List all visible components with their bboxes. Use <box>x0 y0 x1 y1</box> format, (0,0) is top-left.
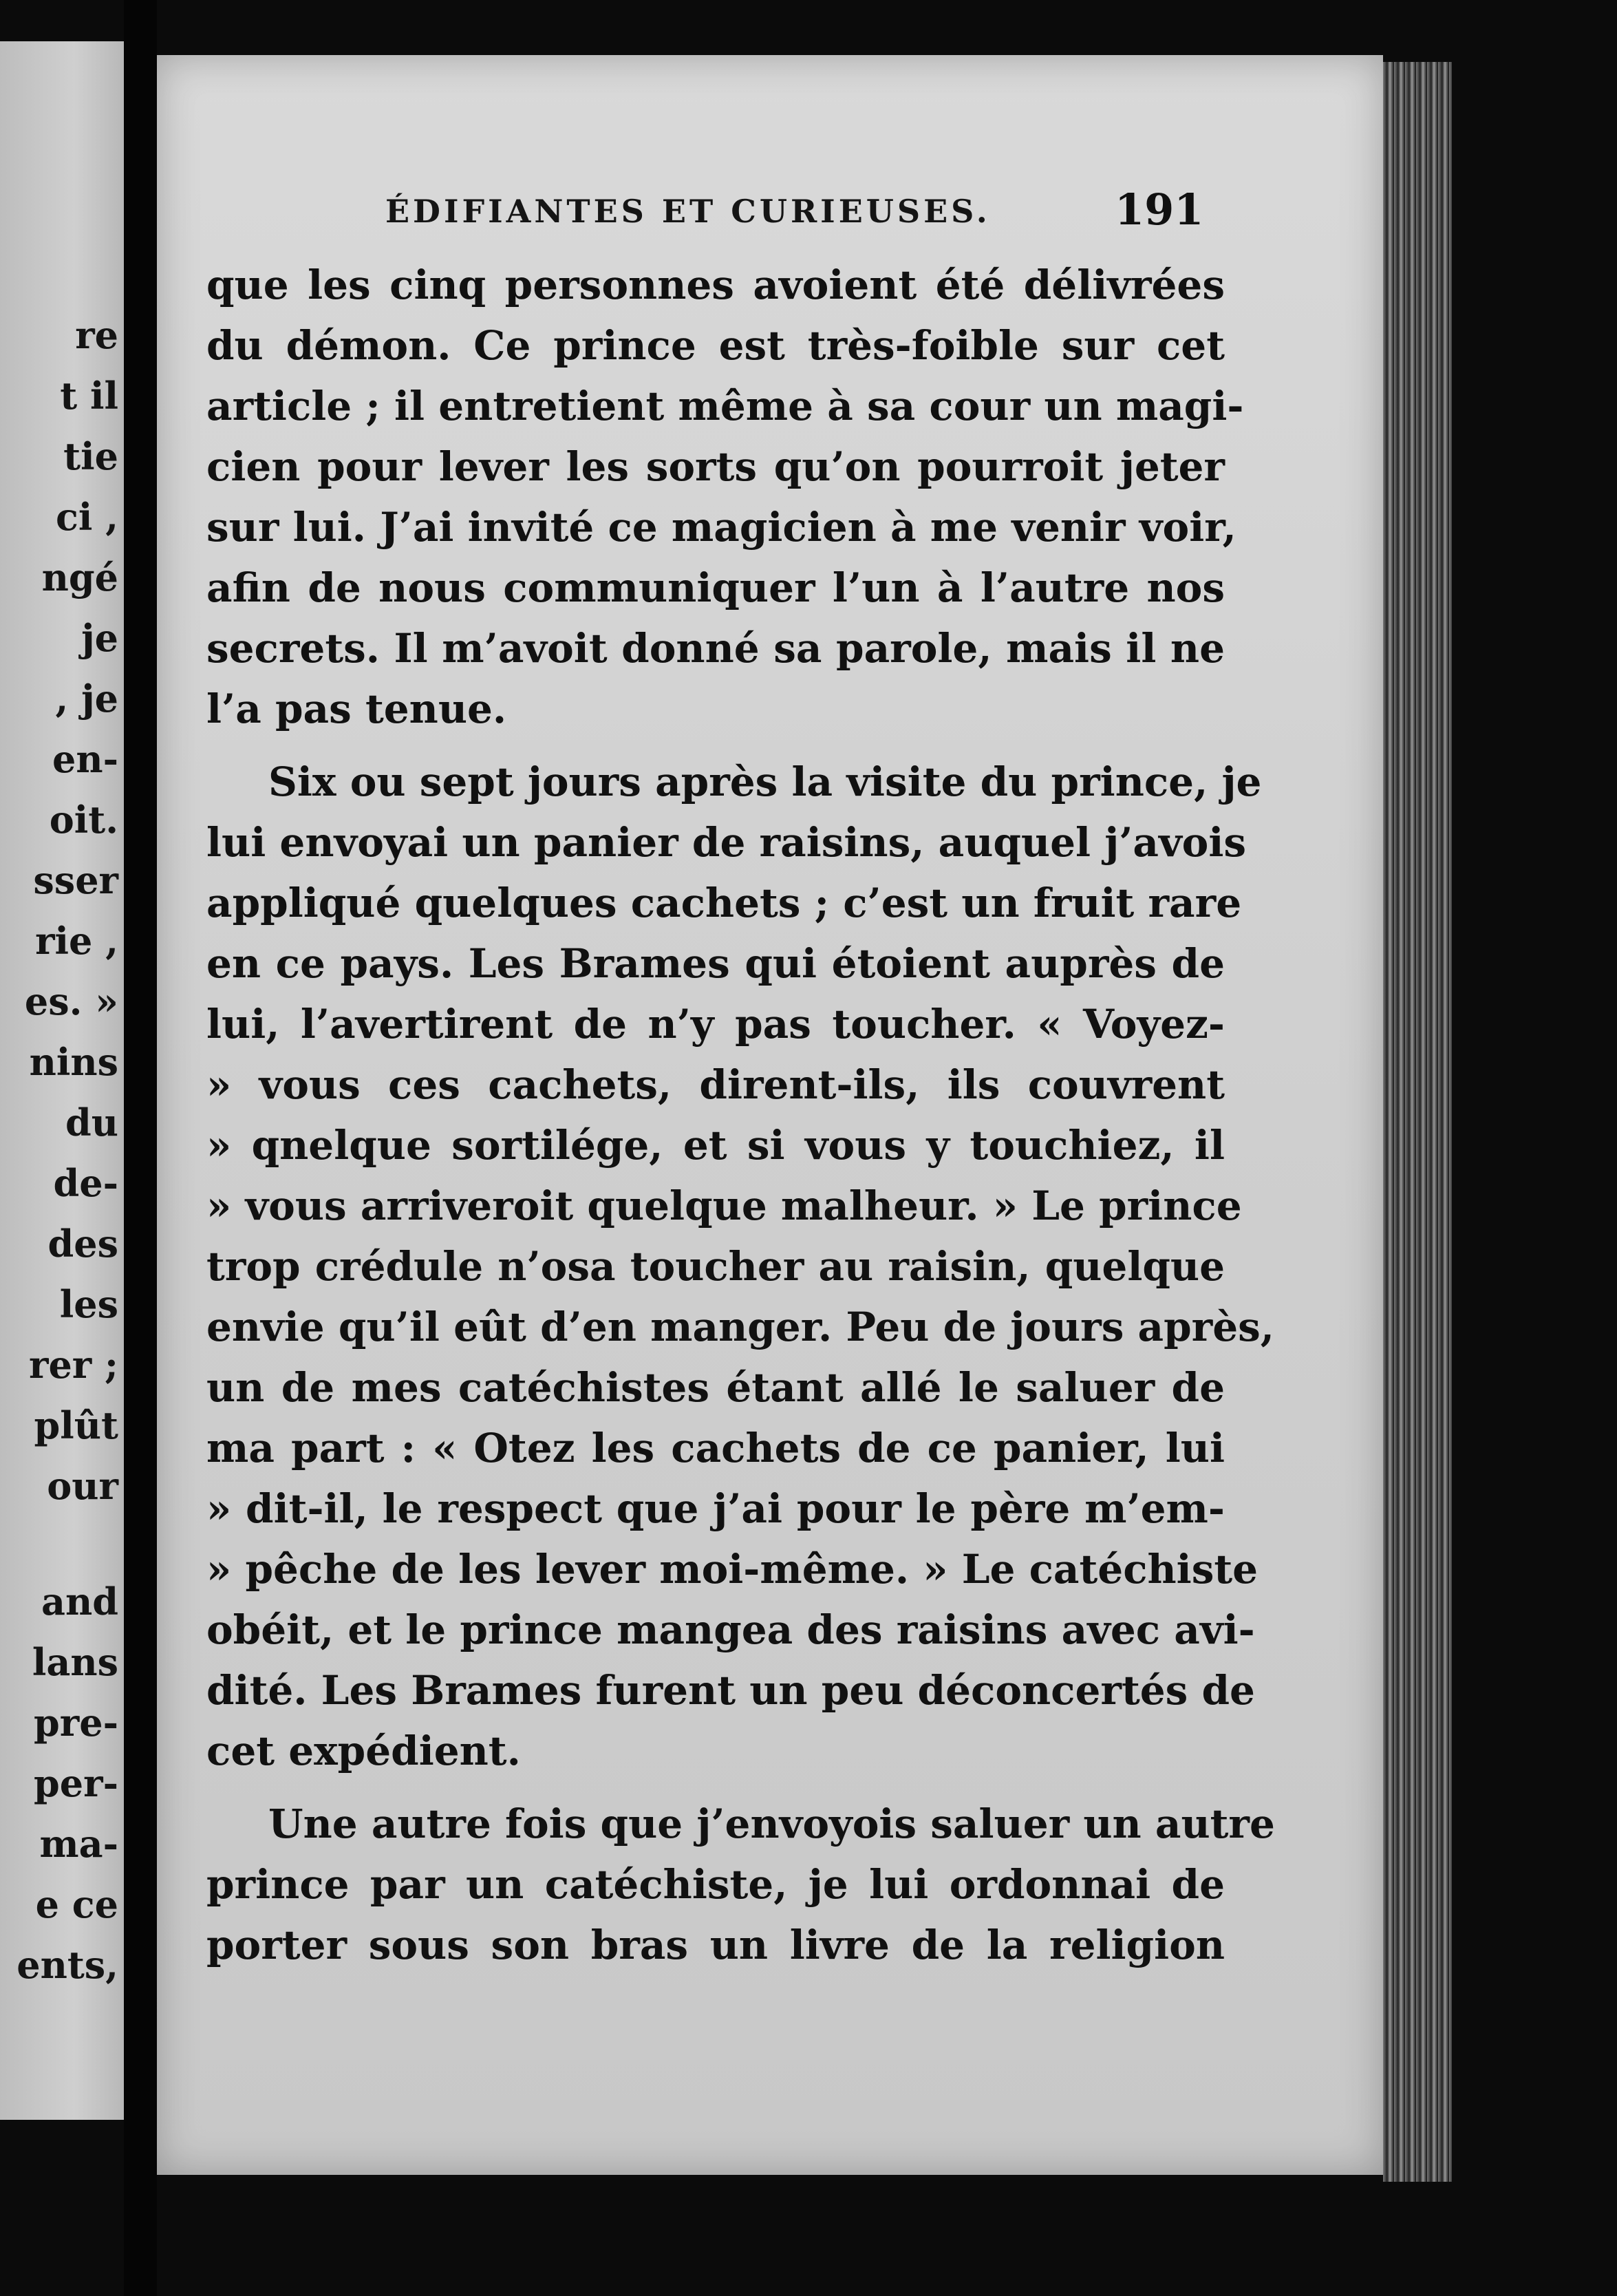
text-line: l’a pas tenue. <box>206 685 507 732</box>
left-page-fragment: des <box>47 1222 118 1266</box>
body-text <box>206 255 1275 1975</box>
paragraph-3 <box>206 1794 1275 1975</box>
text-line: en ce pays. Les Brames qui étoient auprès de <box>206 940 1225 987</box>
left-page-fragment: , je <box>55 677 118 721</box>
left-page-fragment: de- <box>53 1161 118 1205</box>
text-line: que les cinq personnes avoient été délivrées <box>206 262 1225 308</box>
text-line: lui, l’avertirent de n’y pas toucher. « Voyez- <box>206 1001 1225 1048</box>
text-line: secrets. Il m’avoit donné sa parole, mais il ne <box>206 625 1225 672</box>
left-page-fragment: ci , <box>56 495 118 539</box>
left-page-fragment: pre- <box>34 1701 118 1745</box>
left-page-fragment: es. » <box>24 979 118 1023</box>
page-edges <box>1383 62 1452 2182</box>
left-page-fragment: les <box>59 1282 118 1326</box>
text-line: » vous arriveroit quelque malheur. » Le prince <box>206 1182 1242 1229</box>
left-page-fragment: je <box>81 616 118 660</box>
left-page-fragment: plût <box>34 1403 118 1447</box>
left-page-fragment: du <box>65 1101 118 1145</box>
text-line: article ; il entretient même à sa cour un magi- <box>206 383 1244 429</box>
left-page-fragment: ents, <box>17 1943 118 1987</box>
text-line: envie qu’il eût d’en manger. Peu de jours après, <box>206 1304 1274 1350</box>
text-line: dité. Les Brames furent un peu déconcertés de <box>206 1667 1255 1714</box>
left-page-fragment: tie <box>63 434 118 478</box>
text-line: trop crédule n’osa toucher au raisin, quelque <box>206 1243 1225 1290</box>
text-line: obéit, et le prince mangea des raisins avec avi- <box>206 1606 1255 1653</box>
running-head: ÉDIFIANTES ET CURIEUSES. <box>385 193 991 230</box>
text-line: appliqué quelques cachets ; c’est un fruit rare <box>206 880 1242 926</box>
text-line: Six ou sept jours après la visite du prince, je <box>268 758 1262 805</box>
left-page-fragment: sser <box>33 858 118 902</box>
left-page-fragment: en- <box>52 737 118 781</box>
text-line: » qnelque sortilége, et si vous y touchiez, il <box>206 1122 1225 1169</box>
text-line: » pêche de les lever moi-même. » Le catéchiste <box>206 1546 1259 1593</box>
left-page-fragment: and <box>41 1580 118 1624</box>
page-number: 191 <box>1115 184 1204 235</box>
left-page-fragment: our <box>47 1464 118 1508</box>
text-line: du démon. Ce prince est très-foible sur cet <box>206 322 1225 369</box>
text-line: un de mes catéchistes étant allé le saluer de <box>206 1364 1225 1411</box>
text-line: cien pour lever les sorts qu’on pourroit jeter <box>206 443 1225 490</box>
left-page-fragment: ngé <box>41 555 118 599</box>
text-line: sur lui. J’ai invité ce magicien à me venir voir, <box>206 504 1236 551</box>
left-page-fragment: t il <box>60 374 118 418</box>
left-page-fragment: rer ; <box>29 1343 118 1387</box>
left-page-fragment: rie , <box>35 919 118 963</box>
text-line: lui envoyai un panier de raisins, auquel j’avois <box>206 819 1247 866</box>
text-line: » vous ces cachets, dirent-ils, ils couvrent <box>206 1061 1225 1108</box>
text-line: ma part : « Otez les cachets de ce panier, lui <box>206 1425 1225 1471</box>
text-line: afin de nous communiquer l’un à l’autre nos <box>206 564 1225 611</box>
left-page-fragment: ma- <box>39 1822 118 1866</box>
left-page-fragment: nins <box>29 1040 118 1084</box>
left-page-fragment: per- <box>34 1761 118 1805</box>
left-page-edge <box>0 41 124 2120</box>
text-line: Une autre fois que j’envoyois saluer un autre <box>268 1800 1275 1847</box>
left-page-fragment: lans <box>32 1640 118 1684</box>
paragraph-1 <box>206 255 1244 739</box>
paragraph-2 <box>206 752 1274 1781</box>
left-page-fragment: e ce <box>35 1882 118 1926</box>
text-line: porter sous son bras un livre de la religion <box>206 1922 1225 1968</box>
text-line: cet expédient. <box>206 1728 521 1774</box>
text-line: » dit-il, le respect que j’ai pour le père m’em- <box>206 1485 1225 1532</box>
book-gutter <box>124 0 157 2296</box>
text-line: prince par un catéchiste, je lui ordonnai de <box>206 1861 1225 1908</box>
left-page-fragment: oit. <box>49 798 118 842</box>
left-page-fragment: re <box>75 313 118 357</box>
